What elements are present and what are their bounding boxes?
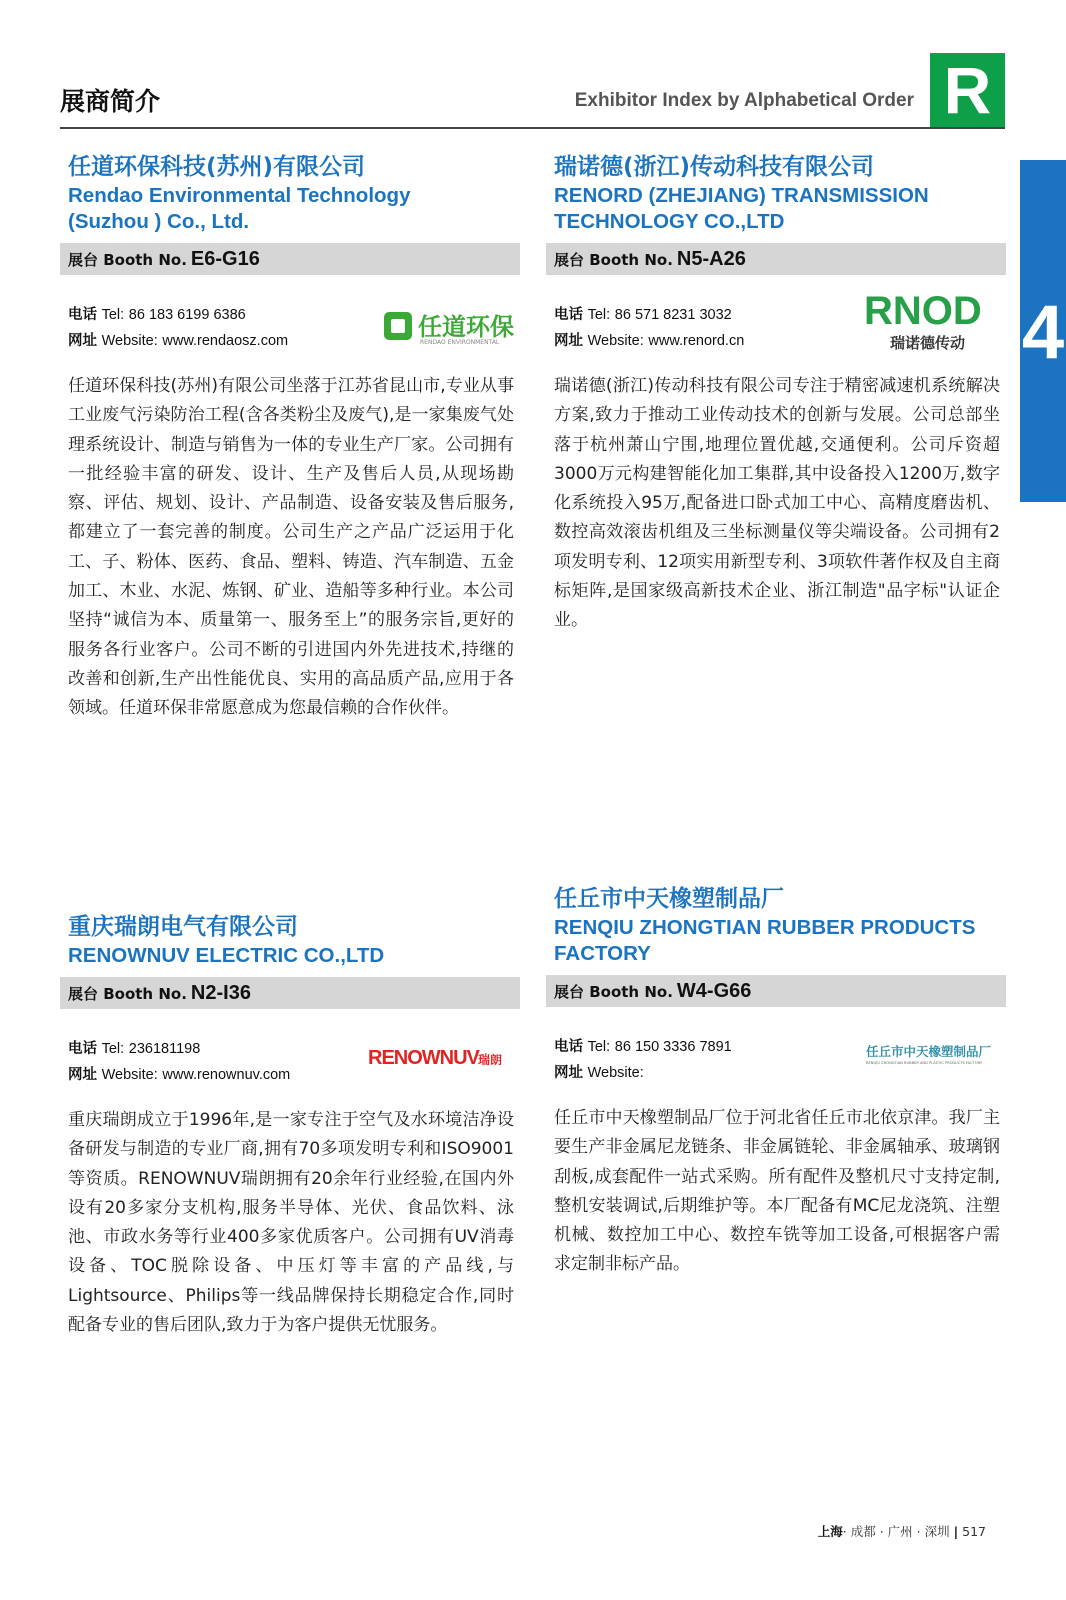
company-name-en: RENORD (ZHEJIANG) TRANSMISSION TECHNOLOGY CO.,LTD <box>554 184 929 233</box>
company-description: 任道环保科技(苏州)有限公司坐落于江苏省昆山市,专业从事工业废气污染防治工程(含各类粉尘及废气),是一家集废气处理系统设计、制造与销售为一体的专业生产厂家。公司拥有一批经验丰富的研发、设计、生产及售后人员,从现场勘察、评估、规划、设计、产品制造、设备安装及售后服务,都建立了一套完善的制度。公司生产之产品广泛运用于化工、子、粉体、医药、食品、塑料、铸造、汽车制造、五金加工、木业、水泥、炼钢、矿业、造船等多种行业。本公司坚持“诚信为本、质量第一、服务至上”的服务宗旨,更好的服务各行业客户。公司不断的引进国内外先进技术,持继的改善和创新,生产出性能优良、实用的高品质产品,应用于各领域。任道环保非常愿意成为您最信赖的合作伙伴。 <box>68 376 514 719</box>
exhibitor-card <box>546 152 1006 636</box>
booth-number: W4-G66 <box>676 980 752 1002</box>
booth-label: 展台 Booth No. <box>68 985 187 1003</box>
website-link[interactable]: www.renownuv.com <box>162 1067 291 1083</box>
exhibitor-card <box>60 152 520 724</box>
booth-label: 展台 Booth No. <box>554 251 673 269</box>
company-name-cn: 任道环保科技(苏州)有限公司 <box>68 154 366 180</box>
website-line: 网址 Website: www.rendaosz.com <box>68 333 289 349</box>
tel-line: 电话 Tel: 86 183 6199 6386 <box>68 307 246 323</box>
booth-bar <box>60 977 520 1009</box>
contact-block <box>546 1034 1006 1086</box>
svg-text:RENOWNUV: RENOWNUV <box>368 1047 479 1069</box>
section-letter: R <box>930 53 1005 128</box>
website-line: 网址 Website: www.renownuv.com <box>68 1067 291 1083</box>
contact-block <box>60 302 520 354</box>
footer-city-main: 上海 <box>817 1524 843 1539</box>
website-line: 网址 Website: www.renord.cn <box>554 333 745 349</box>
booth-number: E6-G16 <box>190 248 260 270</box>
website-link[interactable]: www.renord.cn <box>648 333 745 349</box>
company-name-en: Rendao Environmental Technology (Suzhou ) Co., Ltd. <box>68 184 411 233</box>
company-logo <box>862 1042 1002 1077</box>
tel-line: 电话 Tel: 86 150 3336 7891 <box>554 1039 732 1055</box>
svg-text:RENDAO ENVIRONMENTAL: RENDAO ENVIRONMENTAL <box>420 339 500 346</box>
booth-label: 展台 Booth No. <box>68 251 187 269</box>
page-title: 展商简介 <box>60 87 161 116</box>
footer-separator: | <box>953 1524 959 1539</box>
svg-text:RENQIU ZHONGTIAN RUBBER AND PL: RENQIU ZHONGTIAN RUBBER AND PLASTIC PRODUCTS FACTORY <box>866 1061 983 1065</box>
company-name-en: RENQIU ZHONGTIAN RUBBER PRODUCTS FACTORY <box>554 916 976 965</box>
svg-text:RNOD: RNOD <box>864 289 982 333</box>
tel-value: 86 150 3336 7891 <box>614 1039 732 1055</box>
chapter-number: 4 <box>1021 290 1065 375</box>
contact-block <box>60 1036 520 1088</box>
exhibitor-card <box>60 912 520 1340</box>
booth-bar <box>546 243 1006 275</box>
company-logo <box>862 288 1002 363</box>
booth-label: 展台 Booth No. <box>554 983 673 1001</box>
website-link[interactable]: www.rendaosz.com <box>162 333 289 349</box>
svg-text:任丘市中天橡塑制品厂: 任丘市中天橡塑制品厂 <box>866 1044 992 1059</box>
chapter-tab <box>1020 160 1066 502</box>
company-description: 任丘市中天橡塑制品厂位于河北省任丘市北依京津。我厂主要生产非金属尼龙链条、非金属链轮、非金属轴承、玻璃钢刮板,成套配件一站式采购。所有配件及整机尺寸支持定制,整机安装调试,后期维护等。本厂配备有MC尼龙浇筑、注塑机械、数控加工中心、数控车铣等加工设备,可根据客户需求定制非标产品。 <box>554 1108 1000 1275</box>
svg-text:瑞朗: 瑞朗 <box>478 1053 503 1067</box>
header-divider <box>60 127 1005 129</box>
page-subtitle: Exhibitor Index by Alphabetical Order <box>574 90 914 111</box>
svg-text:任道环保: 任道环保 <box>418 313 514 341</box>
company-name-cn: 任丘市中天橡塑制品厂 <box>554 886 784 912</box>
tel-line: 电话 Tel: 236181198 <box>68 1041 201 1057</box>
company-name-en: RENOWNUV ELECTRIC CO.,LTD <box>68 944 385 967</box>
footer-cities: · 成都 · 广州 · 深圳 <box>842 1524 950 1539</box>
company-logo <box>366 1042 516 1081</box>
tel-value: 86 571 8231 3032 <box>614 307 732 323</box>
tel-value: 86 183 6199 6386 <box>128 307 246 323</box>
contact-block <box>546 289 1006 354</box>
exhibitor-card <box>546 884 1006 1280</box>
website-line: 网址 Website: <box>554 1065 644 1081</box>
company-name-cn: 瑞诺德(浙江)传动科技有限公司 <box>554 154 875 180</box>
tel-value: 236181198 <box>128 1041 201 1057</box>
booth-number: N5-A26 <box>676 248 746 270</box>
tel-line: 电话 Tel: 86 571 8231 3032 <box>554 307 732 323</box>
company-logo <box>382 306 516 355</box>
svg-text:瑞诺德传动: 瑞诺德传动 <box>890 334 966 352</box>
page-footer <box>818 1522 986 1540</box>
page-number: 517 <box>962 1524 986 1539</box>
company-name-cn: 重庆瑞朗电气有限公司 <box>68 914 298 940</box>
booth-number: N2-I36 <box>190 982 251 1004</box>
booth-bar <box>546 975 1006 1007</box>
company-description: 瑞诺德(浙江)传动科技有限公司专注于精密减速机系统解决方案,致力于推动工业传动技术的创新与发展。公司总部坐落于杭州萧山宁围,地理位置优越,交通便利。公司斥资超3000万元构建智能化加工集群,其中设备投入1200万,数字化系统投入95万,配备进口卧式加工中心、高精度磨齿机、数控高效滚齿机组及三坐标测量仪等尖端设备。公司拥有2项发明专利、12项实用新型专利、3项软件著作权及自主商标矩阵,是国家级高新技术企业、浙江制造"品字标"认证企业。 <box>554 376 1000 631</box>
company-description: 重庆瑞朗成立于1996年,是一家专注于空气及水环境洁净设备研发与制造的专业厂商,拥有70多项发明专利和ISO9001等资质。RENOWNUV瑞朗拥有20余年行业经验,在国内外设有20多家分支机构,服务半导体、光伏、食品饮料、泳池、市政水务等行业400多家优质客户。公司拥有UV消毒设备、TOC脱除设备、中压灯等丰富的产品线,与Lightsource、Philips等一线品牌保持长期稳定合作,同时配备专业的售后团队,致力于为客户提供无忧服务。 <box>68 1110 514 1336</box>
booth-bar <box>60 243 520 275</box>
